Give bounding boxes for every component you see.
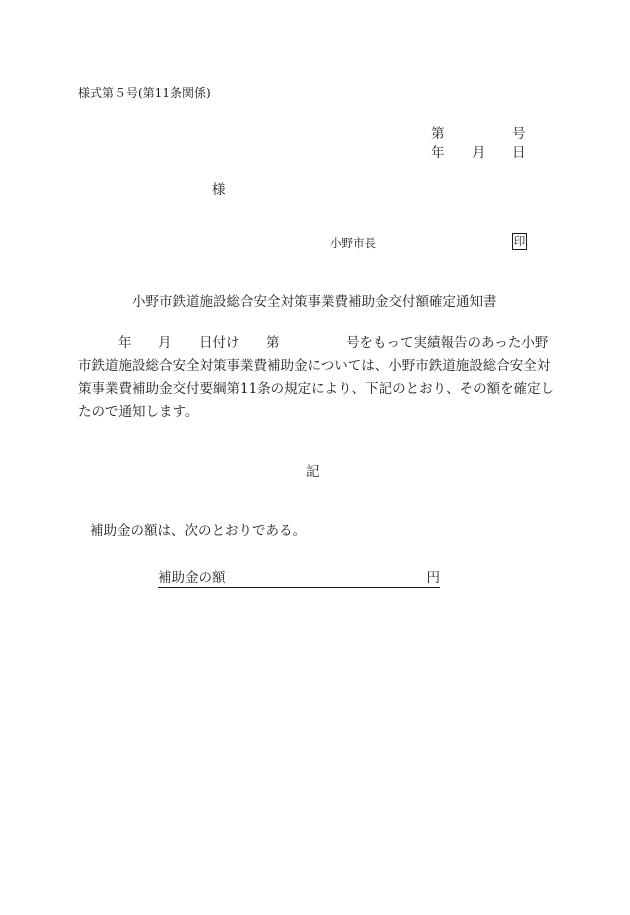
- ki-heading: 記: [306, 464, 320, 480]
- amount-unit: 円: [426, 570, 440, 586]
- addressee-suffix: 様: [212, 182, 226, 198]
- body-line-3: 策事業費補助金交付要綱第11条の規定により、下記のとおり、その額を確定し: [78, 381, 555, 397]
- document-title: 小野市鉄道施設総合安全対策事業費補助金交付額確定通知書: [132, 294, 497, 310]
- body-line-4: たので通知します。: [78, 404, 199, 420]
- form-label: 様式第５号(第11条関係): [78, 86, 211, 100]
- body-line-1-rest: 号をもって実績報告のあった小野: [346, 335, 549, 351]
- amount-label: 補助金の額: [158, 570, 226, 586]
- body-month: 月: [158, 335, 172, 351]
- body-year: 年: [118, 335, 132, 351]
- amount-line: [158, 566, 440, 588]
- body-dai: 第: [266, 335, 280, 351]
- body-date-suffix: 日付け: [199, 335, 240, 351]
- date-year: 年: [431, 145, 445, 161]
- date-day: 日: [512, 145, 526, 161]
- doc-number-dai: 第: [431, 126, 445, 142]
- doc-number-go: 号: [512, 126, 526, 142]
- sender-name: 小野市長: [330, 236, 376, 250]
- seal-mark: 印: [513, 234, 526, 248]
- date-month: 月: [472, 145, 486, 161]
- amount-note: 補助金の額は、次のとおりである。: [90, 523, 306, 539]
- body-line-2: 市鉄道施設総合安全対策事業費補助金については、小野市鉄道施設総合安全対: [78, 358, 551, 374]
